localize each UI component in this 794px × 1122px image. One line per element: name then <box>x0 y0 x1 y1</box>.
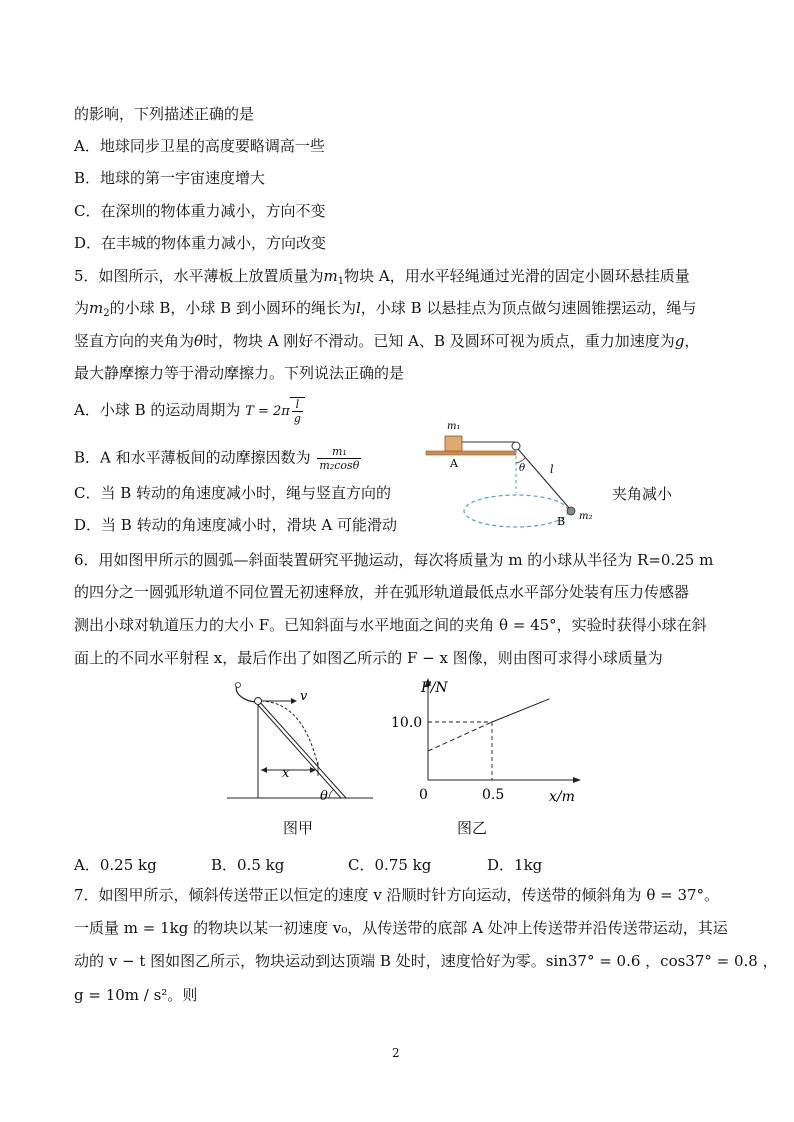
range-arrow-left <box>261 767 267 773</box>
q6-line-3: 测出小球对轨道压力的大小 F。已知斜面与水平地面之间的夹角 θ = 45°，实验时获得小球在斜 <box>74 616 707 634</box>
q4-option-d[interactable]: D．在丰城的物体重力减小，方向改变 <box>74 234 327 252</box>
y-axis-label: F/N <box>421 680 448 696</box>
block-a <box>445 436 462 451</box>
q7-line-4: g = 10m / s²。则 <box>74 986 198 1004</box>
series-line-extrapolated <box>428 722 492 751</box>
q4-continuation: 的影响，下列描述正确的是 <box>74 105 255 123</box>
incline-inner <box>258 705 341 798</box>
horizontal-board <box>426 451 516 455</box>
incline-outer <box>258 700 346 798</box>
origin-label: 0 <box>419 787 428 803</box>
q6-line-4: 面上的不同水平射程 x，最后作出了如图乙所示的 F − x 图像，则由图可求得小球质量为 <box>74 649 663 667</box>
q4-option-c[interactable]: C．在深圳的物体重力减小，方向不变 <box>74 202 326 220</box>
label-theta: θ <box>519 463 526 474</box>
label-l: l <box>550 463 554 476</box>
label-x: x <box>282 766 290 781</box>
y-tick-label: 10.0 <box>391 715 423 731</box>
q7-line-2: 一质量 m = 1kg 的物块以某一初速度 v₀，从传送带的底部 A 处冲上传送带并沿传送带运动，其运 <box>74 919 728 937</box>
q5-figure <box>420 415 620 535</box>
q4-option-b[interactable]: B．地球的第一宇宙速度增大 <box>74 169 266 187</box>
figure-jia-caption: 图甲 <box>283 819 314 837</box>
circular-path <box>464 495 568 527</box>
q5-line-2: 为$m_2$的小球 B，小球 B 到小圆环的绳长为l，小球 B 以悬挂点为顶点做匀速圆锥摆运动，绳与 <box>74 299 697 319</box>
theta-arc <box>329 790 333 798</box>
q4-option-a[interactable]: A．地球同步卫星的高度要略调高一些 <box>74 137 325 155</box>
label-a: A <box>450 457 458 470</box>
q6-line-2: 的四分之一圆弧形轨道不同位置无初速释放，并在弧形轨道最低点水平部分处装有压力传感器 <box>74 583 690 601</box>
projectile-trajectory <box>261 701 318 766</box>
page-number: 2 <box>392 1046 400 1060</box>
small-ring <box>512 442 520 450</box>
friction-fraction: $\frac{\text{m₁}}{\text{m₂cosθ}}$ <box>319 445 360 472</box>
range-arrow-right <box>310 767 316 773</box>
q5-line-3: 竖直方向的夹角为θ时，物块 A 刚好不滑动。已知 A、B 及圆环可视为质点，重力加速度为g， <box>74 332 700 350</box>
x-axis-arrow <box>573 777 581 783</box>
q6-option-d[interactable]: D．1kg <box>487 856 543 874</box>
label-theta: θ <box>320 789 328 804</box>
q5-option-b[interactable]: B．A 和水平薄板间的动摩擦因数为 $\frac{\text{m₁}}{\text{m₂cosθ}}$ <box>74 445 360 472</box>
ball-b <box>567 507 575 515</box>
series-line-measured <box>492 699 550 722</box>
label-m2: m₂ <box>579 511 593 522</box>
q6-option-a[interactable]: A．0.25 kg <box>74 856 157 874</box>
label-m1: m₁ <box>447 421 461 432</box>
x-tick-label: 0.5 <box>482 787 505 803</box>
label-v: v <box>300 689 308 704</box>
x-axis-label: x/m <box>549 789 575 805</box>
q5-line-4: 最大静摩擦力等于滑动摩擦力。下列说法正确的是 <box>74 364 405 382</box>
q5-option-c-tail: 夹角减小 <box>612 485 673 503</box>
q7-line-1: 7．如图甲所示，倾斜传送带正以恒定的速度 v 沿顺时针方向运动，传送带的倾斜角为 θ = 37°。 <box>74 886 720 904</box>
track-top-ring <box>236 683 241 688</box>
q5-line-1: 5．如图所示，水平薄板上放置质量为$m_1$物块 A，用水平轻绳通过光滑的固定小圆环悬挂质量 <box>74 267 690 287</box>
figure-yi-caption: 图乙 <box>457 819 488 837</box>
q5-option-c[interactable]: C．当 B 转动的角速度减小时，绳与竖直方向的 <box>74 484 392 502</box>
figure-yi-chart <box>385 676 595 806</box>
sqrt-symbol: $\frac{l}{g}$ <box>290 397 305 425</box>
ball <box>255 698 262 705</box>
q6-line-1: 6．用如图甲所示的圆弧—斜面装置研究平抛运动，每次将质量为 m 的小球从半径为 R=0.25 m <box>74 551 714 569</box>
q7-line-3: 动的 v − t 图如图乙所示，物块运动到达顶端 B 处时，速度恰好为零。sin37° = 0.6 ，cos37° = 0.8 ， <box>74 952 778 970</box>
label-b: B <box>557 515 566 528</box>
q6-option-c[interactable]: C．0.75 kg <box>348 856 432 874</box>
pendulum-rope <box>518 449 570 509</box>
q6-option-b[interactable]: B．0.5 kg <box>211 856 285 874</box>
q5-option-a[interactable]: A．小球 B 的运动周期为 T = 2π $\frac{l}{g}$ <box>74 397 305 425</box>
q5-option-d[interactable]: D．当 B 转动的角速度减小时，滑块 A 可能滑动 <box>74 516 397 534</box>
velocity-arrow-head <box>291 698 297 704</box>
figure-jia <box>225 680 375 810</box>
